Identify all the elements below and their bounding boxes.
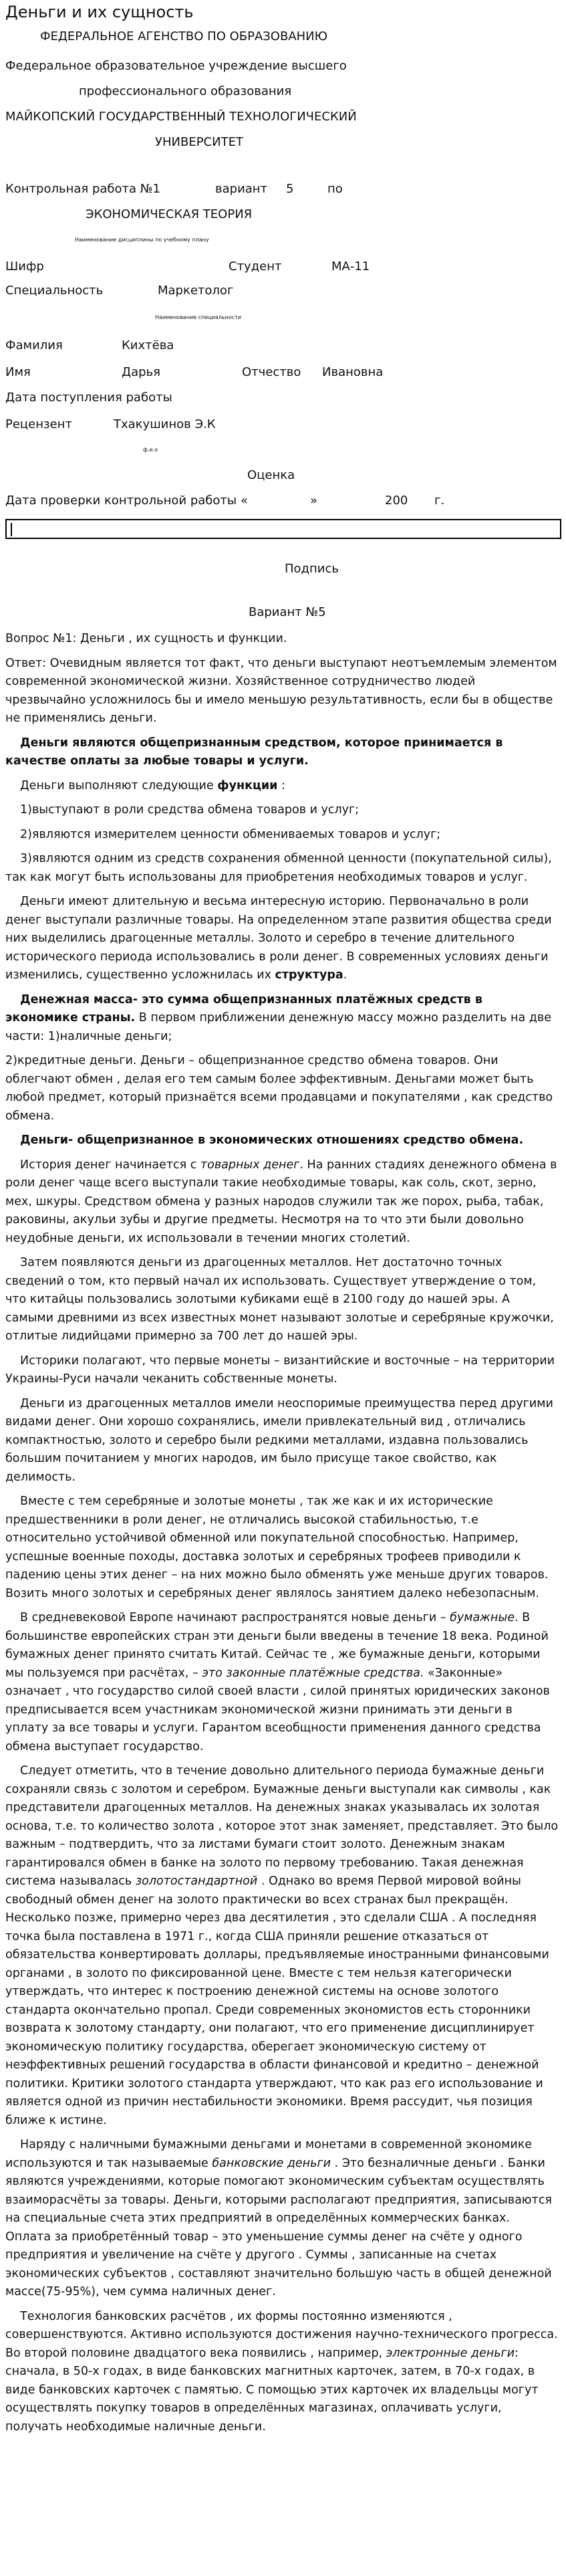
- history-text: Деньги имеют длительную и весьма интересную историю. Первоначально в роли денег выступали различные товары. На определенном этапе развития общества среди них выделились драгоценные металлы. Золото и серебро в течение длительного исторического периода использовались в роли денег. В современных условиях деньги изменились, существенно усложнилась их: [5, 895, 552, 982]
- student-label: Студент: [229, 259, 282, 274]
- commodity-text: История денег начинается с: [20, 1158, 200, 1172]
- money-mass-paragraph: [5, 991, 559, 1047]
- history-end: .: [343, 968, 347, 982]
- variant-heading: Вариант №5: [249, 605, 326, 619]
- institution-line-1: Федеральное образовательное учреждение высшего: [5, 59, 347, 73]
- function-item-3: 3)являются одним из средств сохранения обменной ценности (покупательной силы), так как могут быть использованы для приобретения необходимых товаров и услуг.: [5, 852, 552, 884]
- variant-label: вариант: [215, 182, 268, 196]
- answer-paragraph: Ответ: Очевидным является тот факт, что деньги выступают неотъемлемым элементом современной экономической жизни. Хозяйственное сотрудничество людей чрезвычайно усложнилось бы и имело меньшую результативность, если бы в обществе не применялись деньги.: [5, 656, 557, 725]
- electronic-money-paragraph: [5, 2308, 559, 2437]
- subject-caption: Наименование дисциплины по учебному плану: [75, 237, 209, 243]
- reviewer-label: Рецензент: [5, 417, 72, 431]
- variant-value: 5: [286, 182, 294, 196]
- surname-label: Фамилия: [5, 338, 63, 352]
- paper-mid: . В большинстве европейских стран эти деньги были введены в течение 18 века. Родиной бумажных денег принято считать Китай. Сейчас те , же бумажные деньги, которыми мы пользуемся при расчётах, –: [5, 1611, 549, 1680]
- money-mass-text: В первом приближении денежную массу можно разделить на две части: 1)наличные деньги;: [5, 1011, 551, 1043]
- question-paragraph: Вопрос №1: Деньги , их сущность и функции.: [5, 632, 287, 645]
- signature-label: Подпись: [285, 562, 339, 576]
- specialty-value: Маркетолог: [158, 284, 234, 298]
- name-label: Имя: [5, 365, 31, 379]
- check-date-g: г.: [434, 494, 445, 508]
- work-label: Контрольная работа №1: [5, 182, 160, 196]
- check-date-label: Дата проверки контрольной работы «: [5, 494, 248, 508]
- agency-line: ФЕДЕРАЛЬНОЕ АГЕНСТВО ПО ОБРАЗОВАНИЮ: [40, 29, 328, 43]
- gold-standard-paragraph: [5, 1762, 559, 2130]
- tech-text: Технология банковских расчётов , их формы постоянно изменяются , совершенствуются. Активно используются достижения научно-технического прогресса. Во второй половине двадцатого века появились , например,: [5, 2309, 558, 2360]
- functions-intro: [5, 777, 559, 796]
- electronic-money-term: электронные деньги: [386, 2346, 515, 2360]
- page-title: Деньги и их сущность: [5, 3, 194, 21]
- subject-value: ЭКОНОМИЧЕСКАЯ ТЕОРИЯ: [86, 207, 253, 221]
- commodity-term: товарных денег: [200, 1158, 300, 1172]
- commodity-rest: . На ранних стадиях денежного обмена в роли денег чаще всего выступали такие необходимые товары, как соль, скот, зерно, мех, шкуры. Средством обмена у разных народов служили так же порох, рыба, табак, раковины, акульи зубы и другие предметы. Несмотря на то что эти были довольно неудобные деньги, их использовали в течении многих столетий.: [5, 1158, 557, 1245]
- paper-term: бумажные: [450, 1611, 515, 1624]
- bank-text: Наряду с наличными бумажными деньгами и монетами в современной экономике используются и так называемые: [5, 2138, 533, 2170]
- paper-money-paragraph: [5, 1609, 559, 1756]
- bank-rest: . Это безналичные деньги . Банки являются учреждениями, которые помогают экономическим субъектам осуществлять взаиморасчёты за товары. Деньги, которыми располагают предприятия, записываются на специальные счета этих предприятий в определённых коммерческих банках. Оплата за приобретённый товар – это уменьшение суммы денег на счёте у одного предприятия и увеличение на счёте у другого . Суммы , записанные на счетах экономических субъектов , составляют значительно большую часть в общей денежной массе(75-95%), чем сумма наличных денег.: [5, 2156, 552, 2298]
- functions-intro-text: Деньги выполняют следующие: [20, 778, 218, 792]
- specialty-caption: Наименование специальности: [155, 314, 242, 320]
- group-value: МА-11: [331, 259, 370, 274]
- check-date-year: 200: [385, 494, 408, 508]
- institution-line-2: профессионального образования: [79, 84, 292, 98]
- credit-money-paragraph: 2)кредитные деньги. Деньги – общепризнанное средство обмена товаров. Они облегчают обмен , делая его тем самым более эффективным. Деньгами может быть любой предмет, который признаётся всеми продавцами и покупателями , как средство обмена.: [5, 1054, 553, 1123]
- cipher-label: Шифр: [5, 259, 44, 274]
- history-paragraph: [5, 893, 559, 985]
- gold-standard-text: Следует отметить, что в течение довольно длительного периода бумажные деньги сохраняли связь с золотом и серебром. Бумажные деньги выступали как символы , как представители драгоценных металлов. На денежных знаках указывалась их золотая основа, т.е. то количество золота , которое этот знак заменяет, представляет. Это было важным – подтвердить, что за листами бумаги стоит золото. Денежным знакам гарантировался обмен в банке на золото по первому требованию. Такая денежная система называлась: [5, 1764, 559, 1888]
- name-value: Дарья: [122, 365, 160, 379]
- function-item-2: 2)являются измерителем ценности обмениваемых товаров и услуг;: [20, 827, 441, 841]
- legal-tender-term: это законные платёжные средства.: [202, 1666, 424, 1680]
- bank-money-paragraph: [5, 2136, 559, 2302]
- university-line-2: УНИВЕРСИТЕТ: [155, 135, 243, 149]
- structure-term: структура: [275, 968, 343, 982]
- surname-value: Кихтёва: [122, 338, 174, 352]
- grade-label: Оценка: [247, 468, 295, 482]
- functions-colon: :: [277, 778, 285, 792]
- functions-term: функции: [217, 778, 278, 792]
- essay-body: [5, 630, 559, 2442]
- check-date-quote: »: [310, 494, 318, 508]
- advantages-paragraph: Деньги из драгоценных металлов имели неоспоримые преимущества перед другими видами денег. Они хорошо сохранялись, имели привлекательный вид , отличались компактностью, золото и серебро были редкими металлами, издавна пользовались большим почитанием у многих народов, им было присуще такое свойство, как делимость.: [5, 1396, 553, 1484]
- po-label: по: [327, 182, 343, 196]
- specialty-label: Специальность: [5, 284, 104, 298]
- definition-paragraph-2: Деньги- общепризнанное в экономических отношениях средство обмена.: [20, 1134, 524, 1147]
- reviewer-value: Тхакушинов Э.К: [114, 417, 216, 431]
- gold-standard-term: золотостандартной: [135, 1874, 258, 1888]
- patronymic-value: Ивановна: [322, 365, 384, 379]
- commodity-money-paragraph: [5, 1156, 559, 1249]
- paper-text: В средневековой Европе начинают распространятся новые деньги –: [20, 1611, 450, 1624]
- admission-label: Дата поступления работы: [5, 391, 172, 405]
- paper-rest: «Законные» означает , что государство силой своей власти , силой принятых юридических законов предписывается всем участникам экономической жизни принимать эти деньги в уплату за все товары и услуги. Гарантом всеобщности применения данного средства обмена выступает государство.: [5, 1666, 550, 1753]
- money-mass-definition: Денежная масса- это сумма общепризнанных платёжных средств в экономике страны.: [5, 992, 482, 1025]
- stability-paragraph: Вместе с тем серебряные и золотые монеты , так же как и их исторические предшественники в роли денег, не отличались высокой стабильностью, т.е относительно устойчивой обменной или покупательной способностью. Например, успешные военные походы, доставка золотых и серебряных трофеев приводили к падению цены этих денег – на них можно было обменять уже меньше других товаров. Возить много золотых и серебряных денег являлось занятием далеко небезопасным.: [5, 1495, 549, 1600]
- reviewer-caption: ф.и.о: [143, 447, 158, 453]
- review-text-field[interactable]: [5, 519, 561, 539]
- tech-rest: : сначала, в 50-х годах, в виде банковских магнитных карточек, затем, в 70-х годах, в виде банковских карточек с памятью. С помощью этих карточек их владельцы могут осуществлять покупку товаров в определённых магазинах, оплачивать услуги, получать необходимые наличные деньги.: [5, 2346, 539, 2434]
- function-item-1: 1)выступают в роли средства обмена товаров и услуг;: [20, 803, 360, 817]
- coins-paragraph: Историки полагают, что первые монеты – византийские и восточные – на территории Украины-Руси начали чеканить собственные монеты.: [5, 1354, 555, 1386]
- metals-paragraph: Затем появляются деньги из драгоценных металлов. Нет достаточно точных сведений о том, кто первый начал их использовать. Существует утверждение о том, что китайцы пользовались золотыми кубиками ещё в 2100 году до нашей эры. А самыми древними из всех известных монет называют золотые и серебряные кружочки, отлитые лидийцами примерно за 700 лет до нашей эры.: [5, 1256, 554, 1343]
- bank-money-term: банковские деньги: [212, 2156, 331, 2170]
- definition-paragraph: Деньги являются общепризнанным средством, которое принимается в качестве оплаты за любые товары и услуги.: [5, 736, 503, 768]
- patronymic-label: Отчество: [242, 365, 301, 379]
- text-caret: [11, 523, 12, 536]
- university-line-1: МАЙКОПСКИЙ ГОСУДАРСТВЕННЫЙ ТЕХНОЛОГИЧЕСКИЙ: [5, 110, 357, 124]
- gold-standard-rest: . Однако во время Первой мировой войны свободный обмен денег на золото практически во всех странах был прекращён. Несколько позже, примерно через два десятилетия , это сделали США . А последняя точка была поставлена в 1971 г., когда США приняли решение отказаться от обязательства конвертировать доллары, предъявляемые иностранными финансовыми органами , в золото по фиксированной цене. Вместе с тем нельзя категорически утверждать, что интерес к построению денежной системы на основе золотого стандарта окончательно пропал. Среди современных экономистов есть сторонники возврата к золотому стандарту, они полагают, что его применение дисциплинирует экономическую политику государства, оберегает экономическую систему от неэффективных решений государства в области финансовой и кредитно – денежной политики. Критики золотого стандарта утверждают, что как раз его использование и является одной из причин нестабильности экономики. Время рассудит, чья позиция ближе к истине.: [5, 1874, 549, 2127]
